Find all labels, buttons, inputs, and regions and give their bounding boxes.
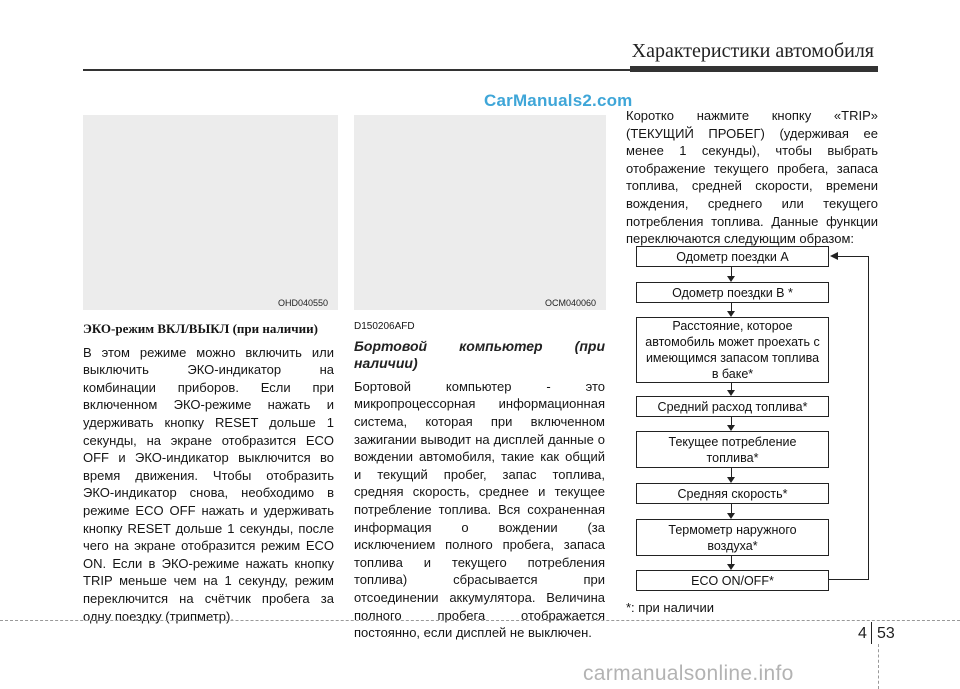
- eco-mode-body: В этом режиме можно включить или выключить ЭКО-индикатор на комбинации приборов. Если при включенном ЭКО-режиме нажать и удерживать кнопку RESET дольше 1 секунды, на экране отобразится ECO OFF и ЭКО-индикатор выключится во время движения. Чтобы отобразить ЭКО-индикатор снова, необходимо в режиме ECO OFF нажать и удерживать кнопку RESET дольше 1 секунды, после чего на экране отобразится режим ECO ON. Если в ЭКО-режиме нажать кнопку TRIP меньше чем на 1 секунду, режим переключится на счётчик пробега за одну поездку (трипметр).: [83, 344, 334, 624]
- eco-mode-figure: [83, 115, 338, 310]
- figure-caption-middle: OCM040060: [545, 298, 597, 308]
- flow-step-distance-to-empty: Расстояние, которое автомобиль может проехать с имеющимся запасом топлива в баке*: [636, 317, 829, 383]
- footer-crop-mark: [878, 644, 879, 689]
- flow-step-outside-temperature: Термометр наружного воздуха*: [636, 519, 829, 556]
- page-header-title: Характеристики автомобиля: [631, 40, 874, 62]
- flow-loop-line: [868, 256, 869, 580]
- right-column: [626, 107, 878, 248]
- section-number: 4: [858, 625, 867, 642]
- middle-column: [354, 318, 605, 642]
- eco-mode-title: ЭКО-режим ВКЛ/ВЫКЛ (при наличии): [83, 321, 318, 336]
- page-number: 53: [877, 625, 895, 642]
- trip-computer-body: Бортовой компьютер - это микропроцессорная информационная система, которая при включенном зажигании выводит на дисплей данные о вождении автомобиля, такие как общий и текущий пробег, запас топлива, средняя скорость, среднее и текущее потребление топлива. Вся сохраненная информация о вождении (за исключением полного пробега, запаса топлива и текущего потребления топлива) сбрасывается при отсоединении аккумулятора. Величина полного пробега отображается постоянно, если дисплей не выключен.: [354, 378, 605, 641]
- flow-loop-arrow-head: [830, 252, 838, 260]
- header-rule-accent: [630, 66, 878, 72]
- flow-step-average-speed: Средняя скорость*: [636, 483, 829, 504]
- left-column: [83, 320, 334, 625]
- flow-step-trip-b: Одометр поездки В *: [636, 282, 829, 303]
- page-number-separator: [871, 622, 872, 644]
- flow-step-average-consumption: Средний расход топлива*: [636, 396, 829, 417]
- footer-rule: [0, 620, 960, 621]
- flow-step-eco-on-off: ECO ON/OFF*: [636, 570, 829, 591]
- flow-step-instant-consumption: Текущее потребление топлива*: [636, 431, 829, 468]
- trip-computer-title: Бортовой компьютер (при наличии): [354, 337, 605, 372]
- trip-button-body: Коротко нажмите кнопку «TRIP» (ТЕКУЩИЙ ПРОБЕГ) (удерживая ее менее 1 секунды), чтобы выбрать отображение текущего пробега, запаса топлива, средней скорости, времени вождения, среднего или текущего потребления топлива. Данные функции переключаются следующим образом:: [626, 108, 878, 247]
- figure-caption-left: OHD040550: [278, 298, 329, 308]
- trip-computer-figure: [354, 115, 606, 310]
- section-code: D150206AFD: [354, 321, 415, 332]
- watermark-carmanualsonline[interactable]: carmanualsonline.info: [583, 662, 794, 685]
- watermark-carmanuals[interactable]: CarManuals2.com: [484, 91, 633, 110]
- flow-step-trip-a: Одометр поездки А: [636, 246, 829, 267]
- flow-loop-line: [829, 579, 869, 580]
- flow-loop-line: [838, 256, 869, 257]
- flowchart-footnote: *: при наличии: [626, 600, 714, 615]
